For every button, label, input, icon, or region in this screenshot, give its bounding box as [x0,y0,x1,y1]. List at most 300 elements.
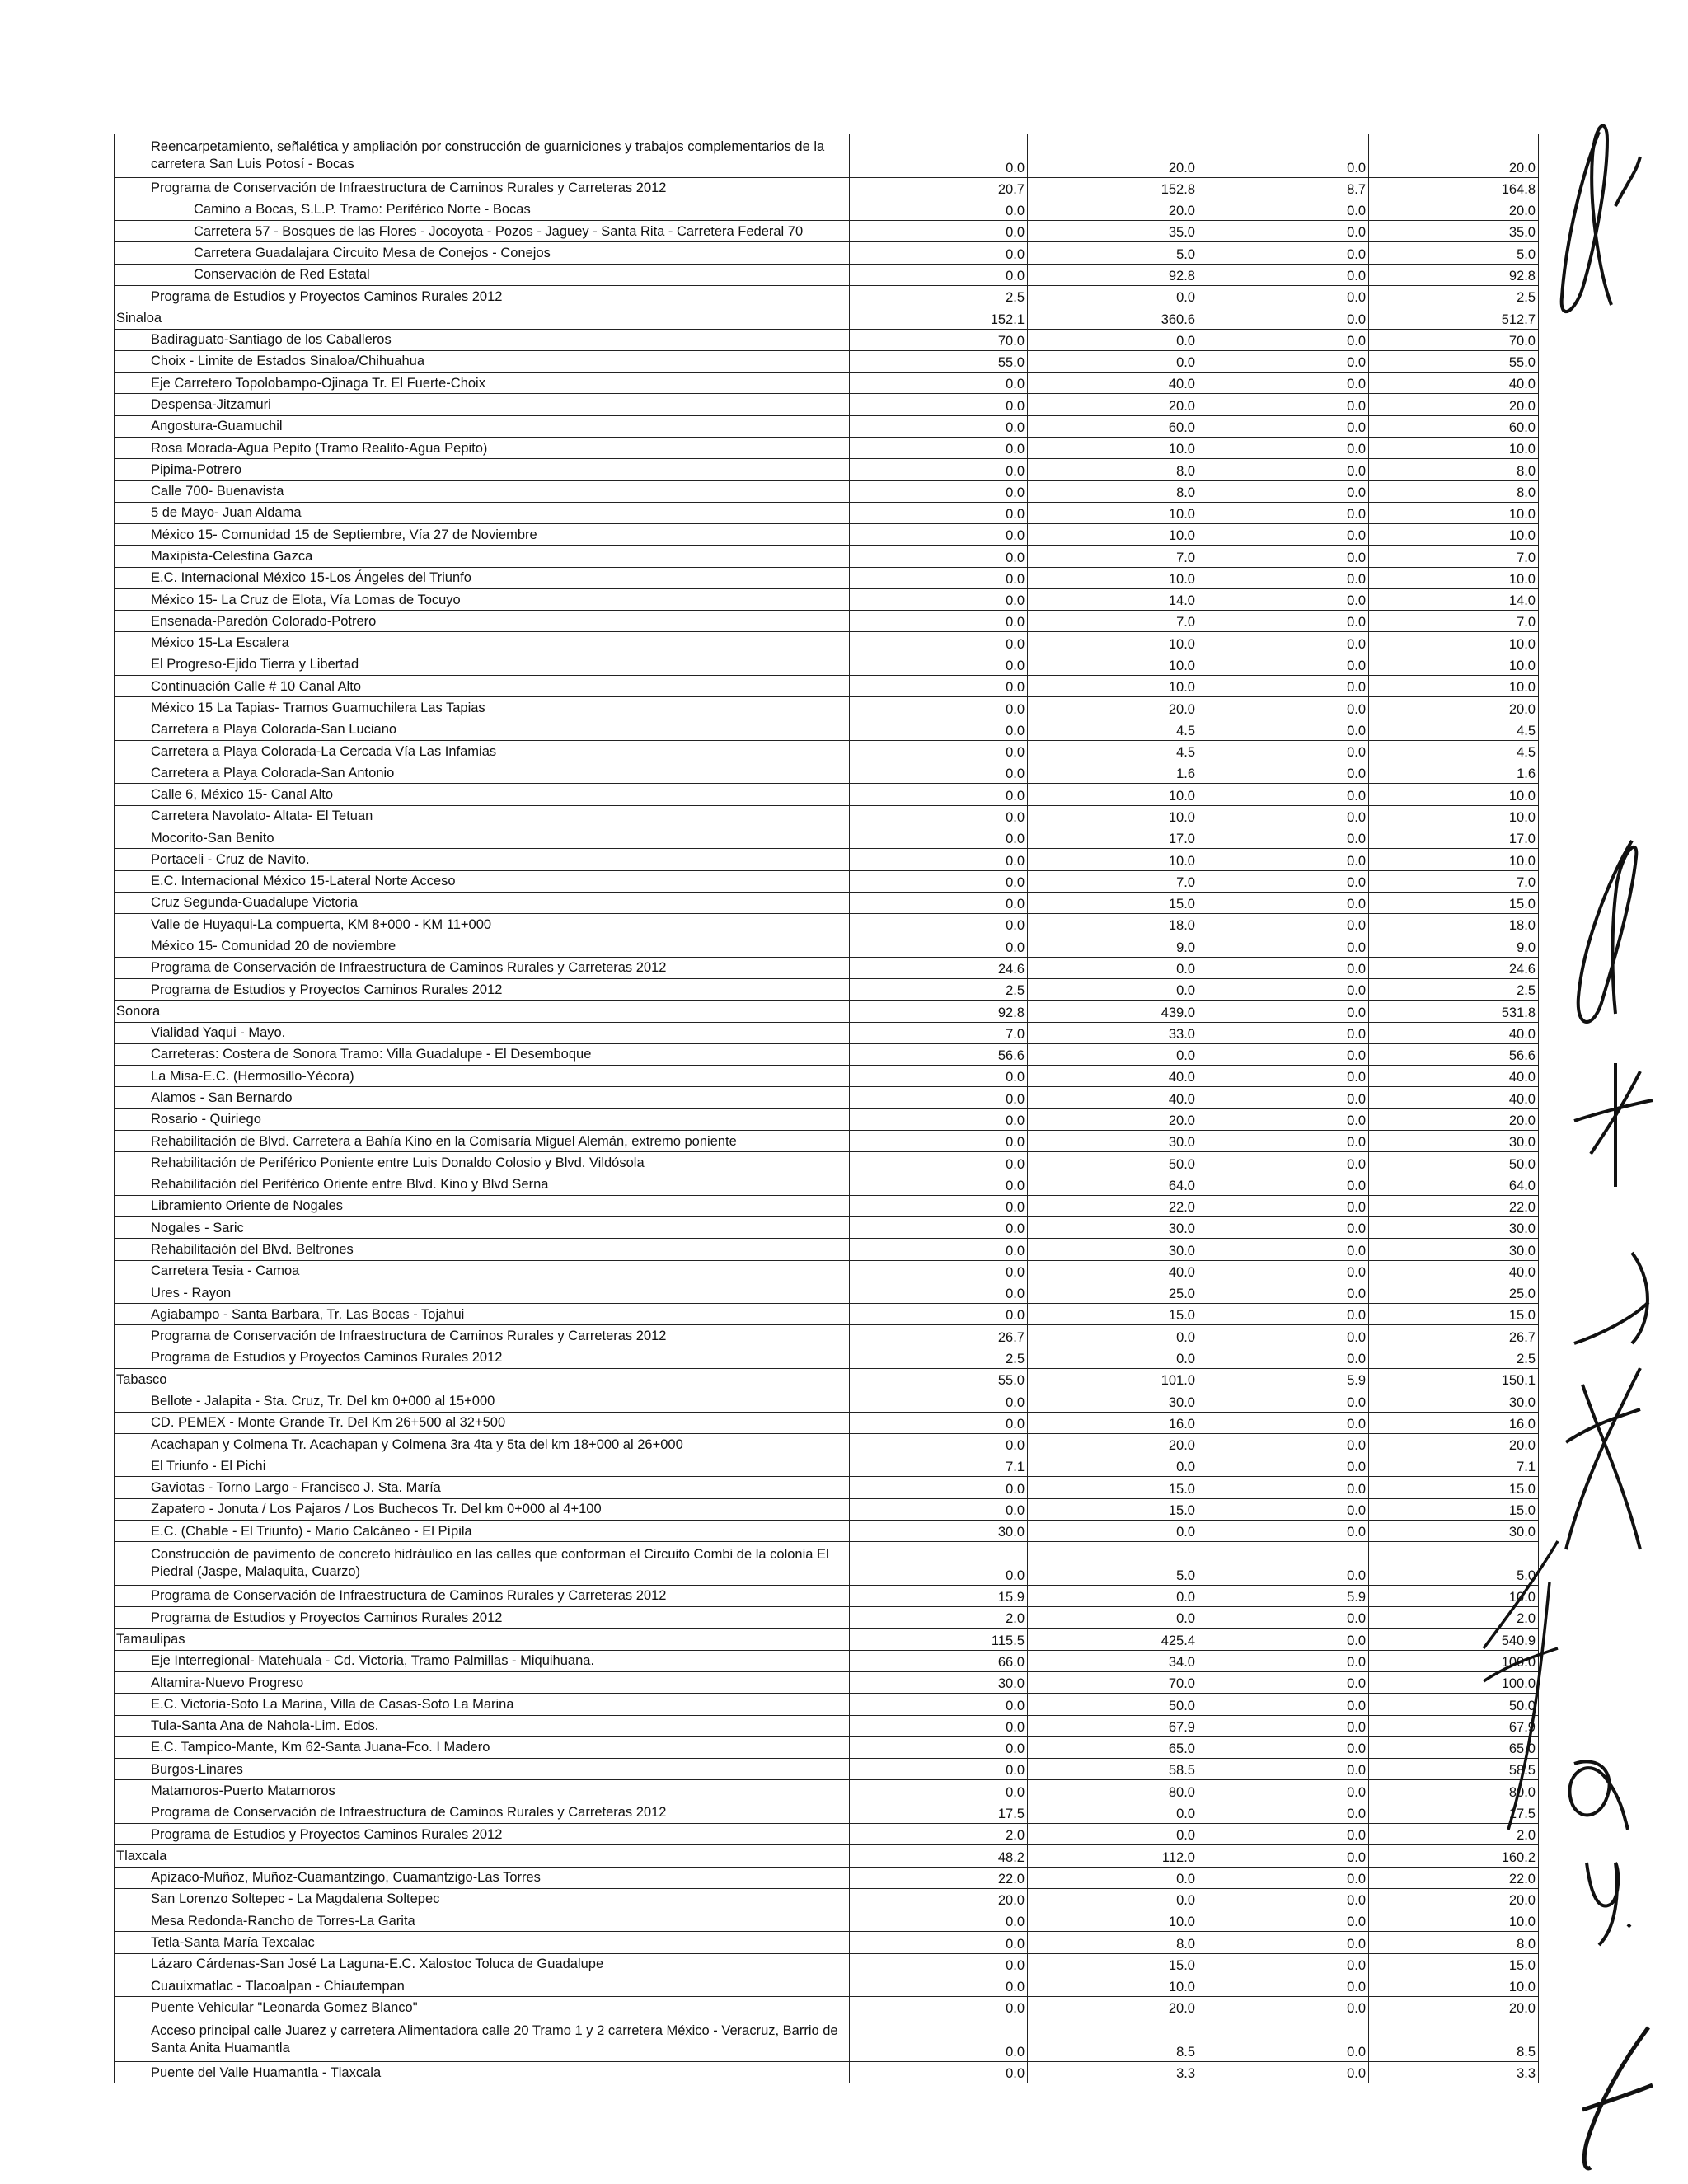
project-description: Rehabilitación del Blvd. Beltrones [115,1239,850,1260]
amount-cell-3: 0.0 [1198,1260,1369,1282]
project-description: México 15- Comunidad 15 de Septiembre, Vía 27 de Noviembre [115,524,850,546]
state-name: Tabasco [115,1369,850,1390]
project-description: Rehabilitación del Periférico Oriente entre Blvd. Kino y Blvd Serna [115,1174,850,1195]
amount-cell-1: 55.0 [850,1369,1028,1390]
amount-cell-3: 0.0 [1198,1130,1369,1151]
amount-cell-4: 20.0 [1369,697,1539,719]
amount-cell-1: 0.0 [850,1759,1028,1780]
amount-cell-3: 0.0 [1198,1022,1369,1043]
amount-cell-1: 2.0 [850,1607,1028,1629]
scan-top-edge [0,0,1688,10]
amount-cell-2: 101.0 [1028,1369,1198,1390]
project-description: El Progreso-Ejido Tierra y Libertad [115,654,850,675]
amount-cell-2: 0.0 [1028,1802,1198,1823]
amount-cell-3: 0.0 [1198,285,1369,307]
table-row [115,546,1539,567]
amount-cell-2: 3.3 [1028,2062,1198,2083]
project-description: Continuación Calle # 10 Canal Alto [115,676,850,697]
project-description: Puente Vehicular "Leonarda Gomez Blanco" [115,1997,850,2018]
amount-cell-4: 50.0 [1369,1152,1539,1174]
amount-cell-2: 0.0 [1028,978,1198,1000]
amount-cell-2: 5.0 [1028,1542,1198,1586]
amount-cell-4: 64.0 [1369,1174,1539,1195]
amount-cell-4: 540.9 [1369,1629,1539,1650]
amount-cell-3: 0.0 [1198,1910,1369,1932]
project-description: Tula-Santa Ana de Nahola-Lim. Edos. [115,1715,850,1736]
project-description: Acachapan y Colmena Tr. Acachapan y Colmena 3ra 4ta y 5ta del km 18+000 al 26+000 [115,1433,850,1455]
amount-cell-4: 25.0 [1369,1282,1539,1303]
amount-cell-3: 0.0 [1198,1932,1369,1953]
amount-cell-1: 0.0 [850,264,1028,285]
amount-cell-3: 0.0 [1198,957,1369,978]
amount-cell-4: 100.0 [1369,1671,1539,1693]
table-row [115,1043,1539,1065]
project-description: Alamos - San Bernardo [115,1087,850,1108]
amount-cell-3: 0.0 [1198,1802,1369,1823]
project-description: Vialidad Yaqui - Mayo. [115,1022,850,1043]
amount-cell-3: 0.0 [1198,935,1369,957]
table-row [115,1498,1539,1520]
amount-cell-1: 0.0 [850,914,1028,935]
amount-cell-2: 67.9 [1028,1715,1198,1736]
project-description: Programa de Estudios y Proyectos Caminos Rurales 2012 [115,978,850,1000]
amount-cell-2: 10.0 [1028,524,1198,546]
state-name: Sinaloa [115,307,850,329]
amount-cell-4: 40.0 [1369,1087,1539,1108]
amount-cell-1: 0.0 [850,1542,1028,1586]
amount-cell-2: 20.0 [1028,1108,1198,1130]
amount-cell-4: 10.0 [1369,524,1539,546]
amount-cell-2: 15.0 [1028,1304,1198,1325]
amount-cell-2: 439.0 [1028,1001,1198,1022]
amount-cell-2: 40.0 [1028,1066,1198,1087]
amount-cell-2: 34.0 [1028,1650,1198,1671]
amount-cell-3: 0.0 [1198,1780,1369,1802]
amount-cell-4: 2.5 [1369,1347,1539,1368]
amount-cell-1: 66.0 [850,1650,1028,1671]
project-description: Maxipista-Celestina Gazca [115,546,850,567]
amount-cell-1: 0.0 [850,373,1028,394]
amount-cell-3: 0.0 [1198,567,1369,588]
table-row [115,1022,1539,1043]
state-name: Tamaulipas [115,1629,850,1650]
amount-cell-4: 2.5 [1369,285,1539,307]
table-row [115,1759,1539,1780]
amount-cell-4: 2.5 [1369,978,1539,1000]
amount-cell-4: 10.0 [1369,1585,1539,1606]
project-description: 5 de Mayo- Juan Aldama [115,502,850,523]
amount-cell-3: 0.0 [1198,2062,1369,2083]
amount-cell-2: 8.0 [1028,459,1198,480]
project-description: Eje Interregional- Matehuala - Cd. Victoria, Tramo Palmillas - Miquihuana. [115,1650,850,1671]
amount-cell-2: 7.0 [1028,611,1198,632]
budget-table-page [114,134,1538,2083]
table-row [115,632,1539,654]
amount-cell-1: 0.0 [850,1282,1028,1303]
amount-cell-1: 0.0 [850,1152,1028,1174]
amount-cell-3: 0.0 [1198,1282,1369,1303]
table-row [115,697,1539,719]
amount-cell-2: 20.0 [1028,394,1198,415]
table-row [115,1780,1539,1802]
amount-cell-2: 40.0 [1028,373,1198,394]
table-row [115,2062,1539,2083]
project-description: Camino a Bocas, S.L.P. Tramo: Periférico Norte - Bocas [115,199,850,220]
amount-cell-1: 24.6 [850,957,1028,978]
amount-cell-3: 0.0 [1198,1433,1369,1455]
table-row [115,978,1539,1000]
table-row [115,1932,1539,1953]
amount-cell-1: 0.0 [850,437,1028,458]
amount-cell-2: 10.0 [1028,632,1198,654]
amount-cell-2: 30.0 [1028,1217,1198,1239]
amount-cell-1: 0.0 [850,1066,1028,1087]
amount-cell-3: 0.0 [1198,199,1369,220]
project-description: Construcción de pavimento de concreto hidráulico en las calles que conforman el Circuito Combi de la colonia El Piedral (Jaspe, Malaquita, Cuarzo) [115,1542,850,1586]
amount-cell-1: 0.0 [850,1910,1028,1932]
amount-cell-2: 10.0 [1028,567,1198,588]
amount-cell-4: 16.0 [1369,1412,1539,1433]
table-row [115,1066,1539,1087]
amount-cell-2: 14.0 [1028,588,1198,610]
amount-cell-3: 0.0 [1198,1759,1369,1780]
project-description: Tetla-Santa María Texcalac [115,1932,850,1953]
amount-cell-2: 0.0 [1028,329,1198,350]
amount-cell-1: 56.6 [850,1043,1028,1065]
project-description: Mesa Redonda-Rancho de Torres-La Garita [115,1910,850,1932]
handwritten-signature [1566,1055,1657,1199]
project-description: La Misa-E.C. (Hermosillo-Yécora) [115,1066,850,1087]
amount-cell-4: 67.9 [1369,1715,1539,1736]
amount-cell-3: 0.0 [1198,242,1369,264]
table-row [115,1671,1539,1693]
amount-cell-1: 0.0 [850,134,1028,178]
table-row [115,957,1539,978]
state-row [115,1369,1539,1390]
amount-cell-1: 0.0 [850,697,1028,719]
project-description: E.C. (Chable - El Triunfo) - Mario Calcáneo - El Pípila [115,1521,850,1542]
amount-cell-3: 0.0 [1198,459,1369,480]
table-row [115,329,1539,350]
amount-cell-3: 0.0 [1198,697,1369,719]
amount-cell-4: 8.5 [1369,2018,1539,2062]
project-description: E.C. Internacional México 15-Los Ángeles del Triunfo [115,567,850,588]
amount-cell-3: 0.0 [1198,264,1369,285]
amount-cell-1: 0.0 [850,546,1028,567]
project-description: Portaceli - Cruz de Navito. [115,849,850,870]
amount-cell-2: 10.0 [1028,849,1198,870]
amount-cell-3: 0.0 [1198,524,1369,546]
project-description: Acceso principal calle Juarez y carretera Alimentadora calle 20 Tramo 1 y 2 carretera México - Veracruz, Barrio de Santa Anita Huamantla [115,2018,850,2062]
amount-cell-2: 4.5 [1028,740,1198,762]
amount-cell-4: 3.3 [1369,2062,1539,2083]
amount-cell-1: 30.0 [850,1671,1028,1693]
amount-cell-4: 18.0 [1369,914,1539,935]
amount-cell-4: 56.6 [1369,1043,1539,1065]
table-row [115,1304,1539,1325]
amount-cell-1: 15.9 [850,1585,1028,1606]
amount-cell-2: 20.0 [1028,1997,1198,2018]
table-row [115,1736,1539,1758]
amount-cell-1: 0.0 [850,1780,1028,1802]
table-row [115,480,1539,502]
amount-cell-3: 0.0 [1198,1195,1369,1216]
amount-cell-4: 35.0 [1369,221,1539,242]
table-row [115,1217,1539,1239]
state-name: Sonora [115,1001,850,1022]
amount-cell-1: 2.5 [850,285,1028,307]
amount-cell-2: 15.0 [1028,1477,1198,1498]
amount-cell-3: 0.0 [1198,1174,1369,1195]
amount-cell-2: 0.0 [1028,1607,1198,1629]
table-row [115,1910,1539,1932]
amount-cell-4: 58.5 [1369,1759,1539,1780]
amount-cell-2: 60.0 [1028,415,1198,437]
amount-cell-4: 60.0 [1369,415,1539,437]
amount-cell-1: 0.0 [850,524,1028,546]
budget-table [114,134,1539,2083]
amount-cell-3: 0.0 [1198,1975,1369,1996]
amount-cell-1: 0.0 [850,1304,1028,1325]
amount-cell-2: 30.0 [1028,1130,1198,1151]
table-row [115,1174,1539,1195]
amount-cell-3: 0.0 [1198,1390,1369,1412]
amount-cell-1: 0.0 [850,1433,1028,1455]
amount-cell-1: 0.0 [850,676,1028,697]
amount-cell-3: 0.0 [1198,1477,1369,1498]
amount-cell-4: 100.0 [1369,1650,1539,1671]
amount-cell-2: 112.0 [1028,1845,1198,1867]
table-row [115,654,1539,675]
amount-cell-2: 20.0 [1028,199,1198,220]
amount-cell-4: 2.0 [1369,1607,1539,1629]
table-row [115,1347,1539,1368]
table-row [115,1433,1539,1455]
amount-cell-1: 30.0 [850,1521,1028,1542]
amount-cell-2: 22.0 [1028,1195,1198,1216]
project-description: Carretera Navolato- Altata- El Tetuan [115,805,850,827]
project-description: Carretera a Playa Colorada-San Antonio [115,762,850,784]
amount-cell-4: 20.0 [1369,1997,1539,2018]
table-row [115,394,1539,415]
state-row [115,1629,1539,1650]
amount-cell-3: 0.0 [1198,329,1369,350]
amount-cell-4: 14.0 [1369,588,1539,610]
table-row [115,2018,1539,2062]
table-row [115,1087,1539,1108]
amount-cell-1: 48.2 [850,1845,1028,1867]
amount-cell-4: 15.0 [1369,1498,1539,1520]
amount-cell-4: 24.6 [1369,957,1539,978]
amount-cell-2: 64.0 [1028,1174,1198,1195]
project-description: México 15- La Cruz de Elota, Vía Lomas de Tocuyo [115,588,850,610]
project-description: Lázaro Cárdenas-San José La Laguna-E.C. Xalostoc Toluca de Guadalupe [115,1953,850,1975]
table-row [115,242,1539,264]
amount-cell-4: 50.0 [1369,1694,1539,1715]
project-description: Ures - Rayon [115,1282,850,1303]
amount-cell-2: 15.0 [1028,1498,1198,1520]
amount-cell-2: 152.8 [1028,177,1198,199]
amount-cell-4: 150.1 [1369,1369,1539,1390]
state-row [115,1845,1539,1867]
project-description: Valle de Huyaqui-La compuerta, KM 8+000 - KM 11+000 [115,914,850,935]
table-row [115,285,1539,307]
amount-cell-2: 20.0 [1028,1433,1198,1455]
amount-cell-4: 10.0 [1369,1910,1539,1932]
amount-cell-4: 22.0 [1369,1195,1539,1216]
amount-cell-3: 0.0 [1198,1239,1369,1260]
amount-cell-4: 65.0 [1369,1736,1539,1758]
project-description: Programa de Estudios y Proyectos Caminos Rurales 2012 [115,1347,850,1368]
table-row [115,1412,1539,1433]
amount-cell-1: 0.0 [850,588,1028,610]
project-description: Burgos-Linares [115,1759,850,1780]
amount-cell-1: 0.0 [850,1953,1028,1975]
amount-cell-3: 0.0 [1198,1217,1369,1239]
project-description: Programa de Conservación de Infraestructura de Caminos Rurales y Carreteras 2012 [115,1802,850,1823]
amount-cell-4: 4.5 [1369,719,1539,740]
amount-cell-3: 0.0 [1198,740,1369,762]
amount-cell-3: 0.0 [1198,632,1369,654]
amount-cell-4: 17.5 [1369,1802,1539,1823]
project-description: Carretera 57 - Bosques de las Flores - Jocoyota - Pozos - Jaguey - Santa Rita - Carretera Federal 70 [115,221,850,242]
amount-cell-2: 10.0 [1028,805,1198,827]
project-description: E.C. Victoria-Soto La Marina, Villa de Casas-Soto La Marina [115,1694,850,1715]
amount-cell-3: 0.0 [1198,1607,1369,1629]
table-row [115,719,1539,740]
project-description: México 15 La Tapias- Tramos Guamuchilera Las Tapias [115,697,850,719]
amount-cell-3: 0.0 [1198,1715,1369,1736]
amount-cell-2: 18.0 [1028,914,1198,935]
amount-cell-3: 0.0 [1198,1001,1369,1022]
project-description: San Lorenzo Soltepec - La Magdalena Soltepec [115,1888,850,1910]
amount-cell-4: 30.0 [1369,1521,1539,1542]
handwritten-initials [1574,1846,1640,1957]
amount-cell-1: 0.0 [850,415,1028,437]
amount-cell-4: 4.5 [1369,740,1539,762]
table-row [115,1888,1539,1910]
amount-cell-3: 0.0 [1198,892,1369,913]
table-row [115,849,1539,870]
amount-cell-2: 5.0 [1028,242,1198,264]
amount-cell-4: 30.0 [1369,1239,1539,1260]
amount-cell-2: 70.0 [1028,1671,1198,1693]
amount-cell-3: 0.0 [1198,1304,1369,1325]
amount-cell-2: 8.5 [1028,2018,1198,2062]
amount-cell-1: 0.0 [850,1932,1028,1953]
amount-cell-2: 30.0 [1028,1239,1198,1260]
amount-cell-2: 10.0 [1028,1910,1198,1932]
project-description: Despensa-Jitzamuri [115,394,850,415]
amount-cell-3: 0.0 [1198,1455,1369,1477]
amount-cell-2: 0.0 [1028,1325,1198,1347]
amount-cell-4: 512.7 [1369,307,1539,329]
amount-cell-4: 9.0 [1369,935,1539,957]
amount-cell-4: 26.7 [1369,1325,1539,1347]
amount-cell-3: 0.0 [1198,1347,1369,1368]
amount-cell-2: 20.0 [1028,134,1198,178]
amount-cell-1: 7.0 [850,1022,1028,1043]
amount-cell-2: 8.0 [1028,1932,1198,1953]
project-description: Matamoros-Puerto Matamoros [115,1780,850,1802]
amount-cell-3: 0.0 [1198,588,1369,610]
table-row [115,1802,1539,1823]
amount-cell-3: 0.0 [1198,480,1369,502]
project-description: Puente del Valle Huamantla - Tlaxcala [115,2062,850,2083]
amount-cell-2: 0.0 [1028,1043,1198,1065]
project-description: Rosa Morada-Agua Pepito (Tramo Realito-Agua Pepito) [115,437,850,458]
amount-cell-1: 92.8 [850,1001,1028,1022]
project-description: Eje Carretero Topolobampo-Ojinaga Tr. El Fuerte-Choix [115,373,850,394]
amount-cell-3: 0.0 [1198,1736,1369,1758]
amount-cell-4: 70.0 [1369,329,1539,350]
amount-cell-1: 0.0 [850,849,1028,870]
amount-cell-3: 0.0 [1198,914,1369,935]
amount-cell-3: 0.0 [1198,849,1369,870]
amount-cell-1: 0.0 [850,1997,1028,2018]
amount-cell-3: 0.0 [1198,1867,1369,1888]
table-row [115,588,1539,610]
project-description: Programa de Estudios y Proyectos Caminos Rurales 2012 [115,1823,850,1844]
amount-cell-4: 20.0 [1369,1108,1539,1130]
table-row [115,134,1539,178]
amount-cell-2: 7.0 [1028,546,1198,567]
table-row [115,1715,1539,1736]
amount-cell-3: 0.0 [1198,394,1369,415]
table-row [115,1282,1539,1303]
table-row [115,1997,1539,2018]
amount-cell-4: 531.8 [1369,1001,1539,1022]
amount-cell-2: 10.0 [1028,676,1198,697]
table-row [115,1477,1539,1498]
amount-cell-4: 10.0 [1369,632,1539,654]
amount-cell-1: 0.0 [850,1477,1028,1498]
amount-cell-1: 0.0 [850,1260,1028,1282]
amount-cell-2: 4.5 [1028,719,1198,740]
amount-cell-3: 0.0 [1198,805,1369,827]
project-description: Cruz Segunda-Guadalupe Victoria [115,892,850,913]
table-row [115,350,1539,372]
amount-cell-1: 17.5 [850,1802,1028,1823]
table-row [115,1108,1539,1130]
table-row [115,1152,1539,1174]
table-row [115,805,1539,827]
amount-cell-2: 0.0 [1028,1521,1198,1542]
amount-cell-2: 0.0 [1028,1585,1198,1606]
amount-cell-3: 0.0 [1198,1650,1369,1671]
amount-cell-2: 40.0 [1028,1260,1198,1282]
project-description: Programa de Conservación de Infraestructura de Caminos Rurales y Carreteras 2012 [115,1325,850,1347]
amount-cell-4: 10.0 [1369,567,1539,588]
amount-cell-4: 10.0 [1369,1975,1539,1996]
amount-cell-3: 0.0 [1198,1845,1369,1867]
amount-cell-2: 40.0 [1028,1087,1198,1108]
table-row [115,1542,1539,1586]
table-row [115,373,1539,394]
table-row [115,870,1539,892]
table-row [115,914,1539,935]
budget-table-body [115,134,1539,2083]
table-row [115,1455,1539,1477]
amount-cell-2: 0.0 [1028,1888,1198,1910]
amount-cell-4: 40.0 [1369,1022,1539,1043]
project-description: Carretera a Playa Colorada-San Luciano [115,719,850,740]
amount-cell-4: 10.0 [1369,849,1539,870]
amount-cell-2: 0.0 [1028,957,1198,978]
amount-cell-1: 20.0 [850,1888,1028,1910]
amount-cell-3: 0.0 [1198,1671,1369,1693]
amount-cell-1: 0.0 [850,1108,1028,1130]
